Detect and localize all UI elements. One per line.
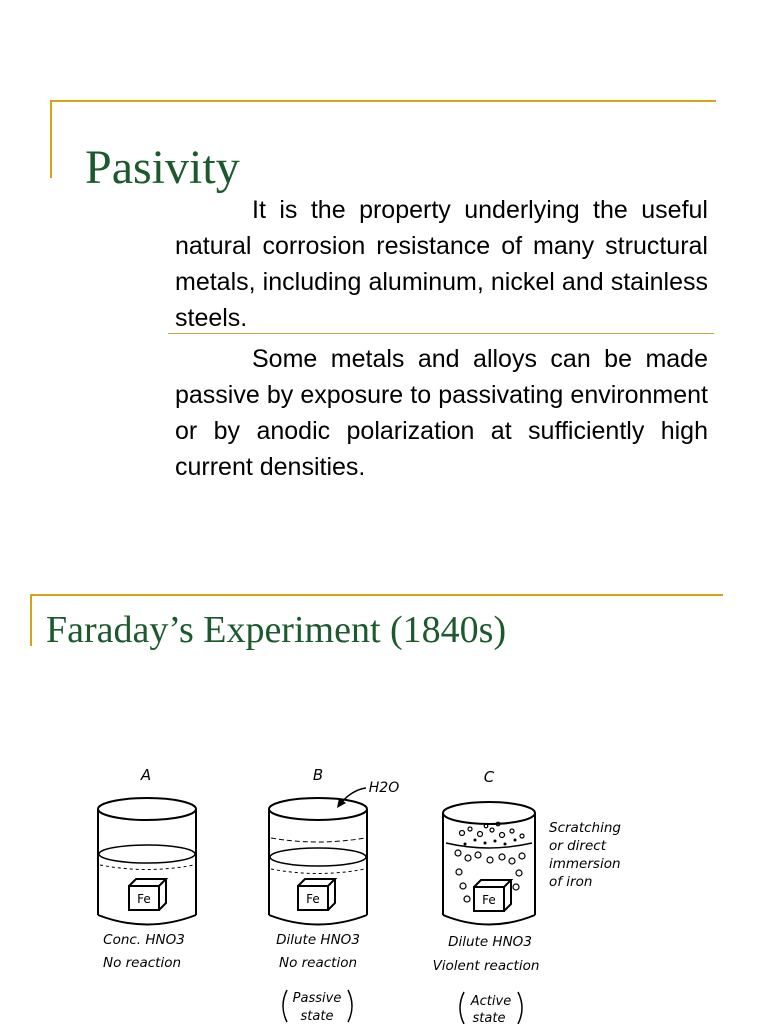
slide-frame-top-2	[30, 594, 723, 596]
side-note-line2: or direct	[549, 838, 606, 854]
water-layer	[271, 838, 365, 842]
result-label: No reaction	[278, 955, 358, 971]
foam-surface	[446, 843, 532, 848]
solution-label: Conc. HNO3	[103, 932, 185, 948]
state-bracket-right	[518, 992, 522, 1024]
side-note-line3: immersion	[549, 856, 621, 872]
metal-label: Fe	[482, 893, 496, 907]
section-title: Faraday’s Experiment (1840s)	[46, 609, 507, 651]
side-note-line4: of iron	[549, 874, 593, 890]
paragraph-passivation: Some metals and alloys can be made passive by exposure to passivating environment or by anodic polarization at sufficiently high current densities.	[175, 345, 708, 481]
liquid-shading	[271, 869, 365, 874]
slide-frame-left-2	[30, 594, 32, 646]
state-label-line2: state	[300, 1009, 334, 1024]
slide-frame-left	[50, 100, 52, 178]
result-label: No reaction	[102, 955, 182, 971]
slide-frame-top	[50, 100, 716, 102]
faraday-experiment-figure	[0, 740, 768, 1024]
solution-label: Dilute HNO3	[448, 934, 532, 950]
paragraph-definition: It is the property underlying the useful natural corrosion resistance of many structural metals, including aluminum, nickel and stainless steels.	[175, 196, 708, 332]
beaker-b	[269, 766, 399, 1024]
water-label: H2O	[368, 780, 400, 796]
liquid-surface	[99, 845, 195, 863]
beaker-c	[433, 768, 622, 1024]
page-title: Pasivity	[85, 141, 240, 194]
beaker-label-c: C	[483, 768, 495, 786]
state-bracket-left	[460, 992, 464, 1024]
beaker-bottom	[269, 915, 367, 925]
state-label-line1: Active	[470, 994, 512, 1009]
solution-label: Dilute HNO3	[276, 932, 360, 948]
beaker-bottom	[443, 915, 535, 925]
metal-label: Fe	[306, 892, 320, 906]
state-bracket-left	[283, 990, 287, 1022]
beaker-rim	[98, 798, 196, 820]
metal-label: Fe	[137, 892, 151, 906]
beaker-a	[98, 766, 196, 971]
beaker-rim	[269, 798, 367, 820]
state-label-line1: Passive	[292, 991, 342, 1006]
liquid-shading	[100, 865, 194, 870]
side-note-line1: Scratching	[549, 820, 621, 836]
state-bracket-right	[348, 990, 352, 1022]
liquid-surface	[270, 848, 366, 866]
beaker-rim	[443, 802, 535, 824]
beaker-label-b: B	[312, 766, 324, 784]
state-label-line2: state	[472, 1011, 506, 1024]
beaker-bottom	[98, 915, 196, 925]
divider-line	[168, 333, 714, 334]
result-label: Violent reaction	[432, 958, 540, 974]
reaction-foam	[464, 839, 517, 846]
beaker-label-a: A	[140, 766, 152, 784]
